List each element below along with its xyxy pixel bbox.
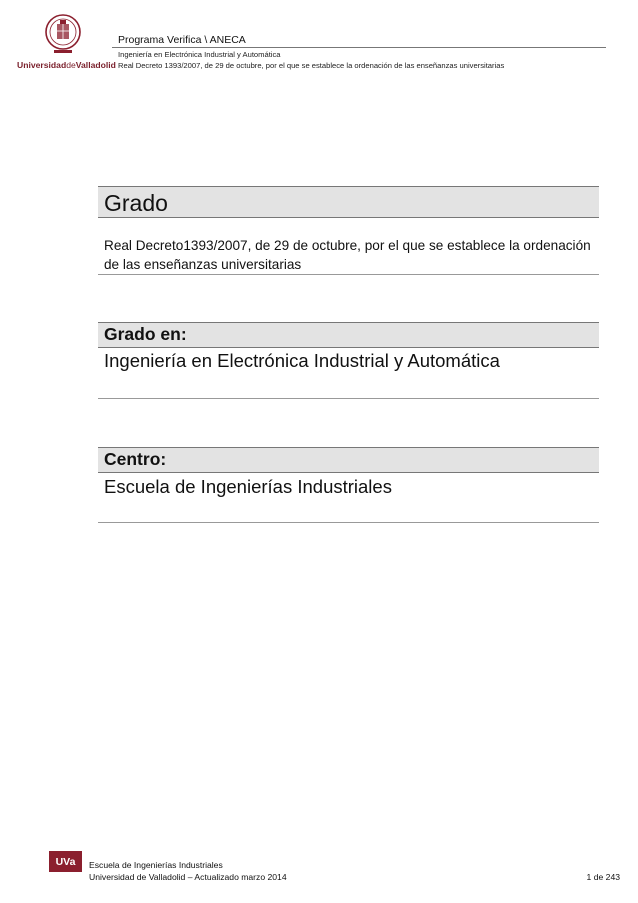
- uva-badge: UVa: [49, 851, 82, 872]
- grado-en-divider: [98, 398, 599, 399]
- university-crest-icon: [44, 12, 82, 58]
- footer-school: Escuela de Ingenierías Industriales: [89, 860, 223, 870]
- logo-wordmark: UniversidaddeValladolid: [17, 60, 116, 70]
- grado-en-label: Grado en:: [104, 324, 187, 344]
- grado-en-bar: [98, 322, 599, 348]
- grado-heading-bar: [98, 186, 599, 218]
- grado-heading: Grado: [104, 190, 168, 216]
- footer-university: Universidad de Valladolid – Actualizado marzo 2014: [89, 872, 287, 882]
- centro-value: Escuela de Ingenierías Industriales: [104, 476, 392, 497]
- decreto-text: Real Decreto1393/2007, de 29 de octubre, por el que se establece la ordenación de las enseñanzas universitarias: [104, 238, 591, 272]
- header-degree-line: Ingeniería en Electrónica Industrial y Automática: [118, 50, 281, 59]
- header-decree-line: Real Decreto 1393/2007, de 29 de octubre, por el que se establece la ordenación de las enseñanzas universitarias: [118, 61, 505, 70]
- centro-divider: [98, 522, 599, 523]
- centro-bar: [98, 447, 599, 473]
- centro-label: Centro:: [104, 449, 167, 469]
- university-logo: [14, 12, 116, 72]
- grado-en-value: Ingeniería en Electrónica Industrial y Automática: [104, 350, 500, 371]
- header-divider: [112, 47, 606, 48]
- decreto-divider: [98, 274, 599, 275]
- page-number: 1 de 243: [586, 872, 620, 882]
- header-title: Programa Verifica \ ANECA: [118, 34, 246, 46]
